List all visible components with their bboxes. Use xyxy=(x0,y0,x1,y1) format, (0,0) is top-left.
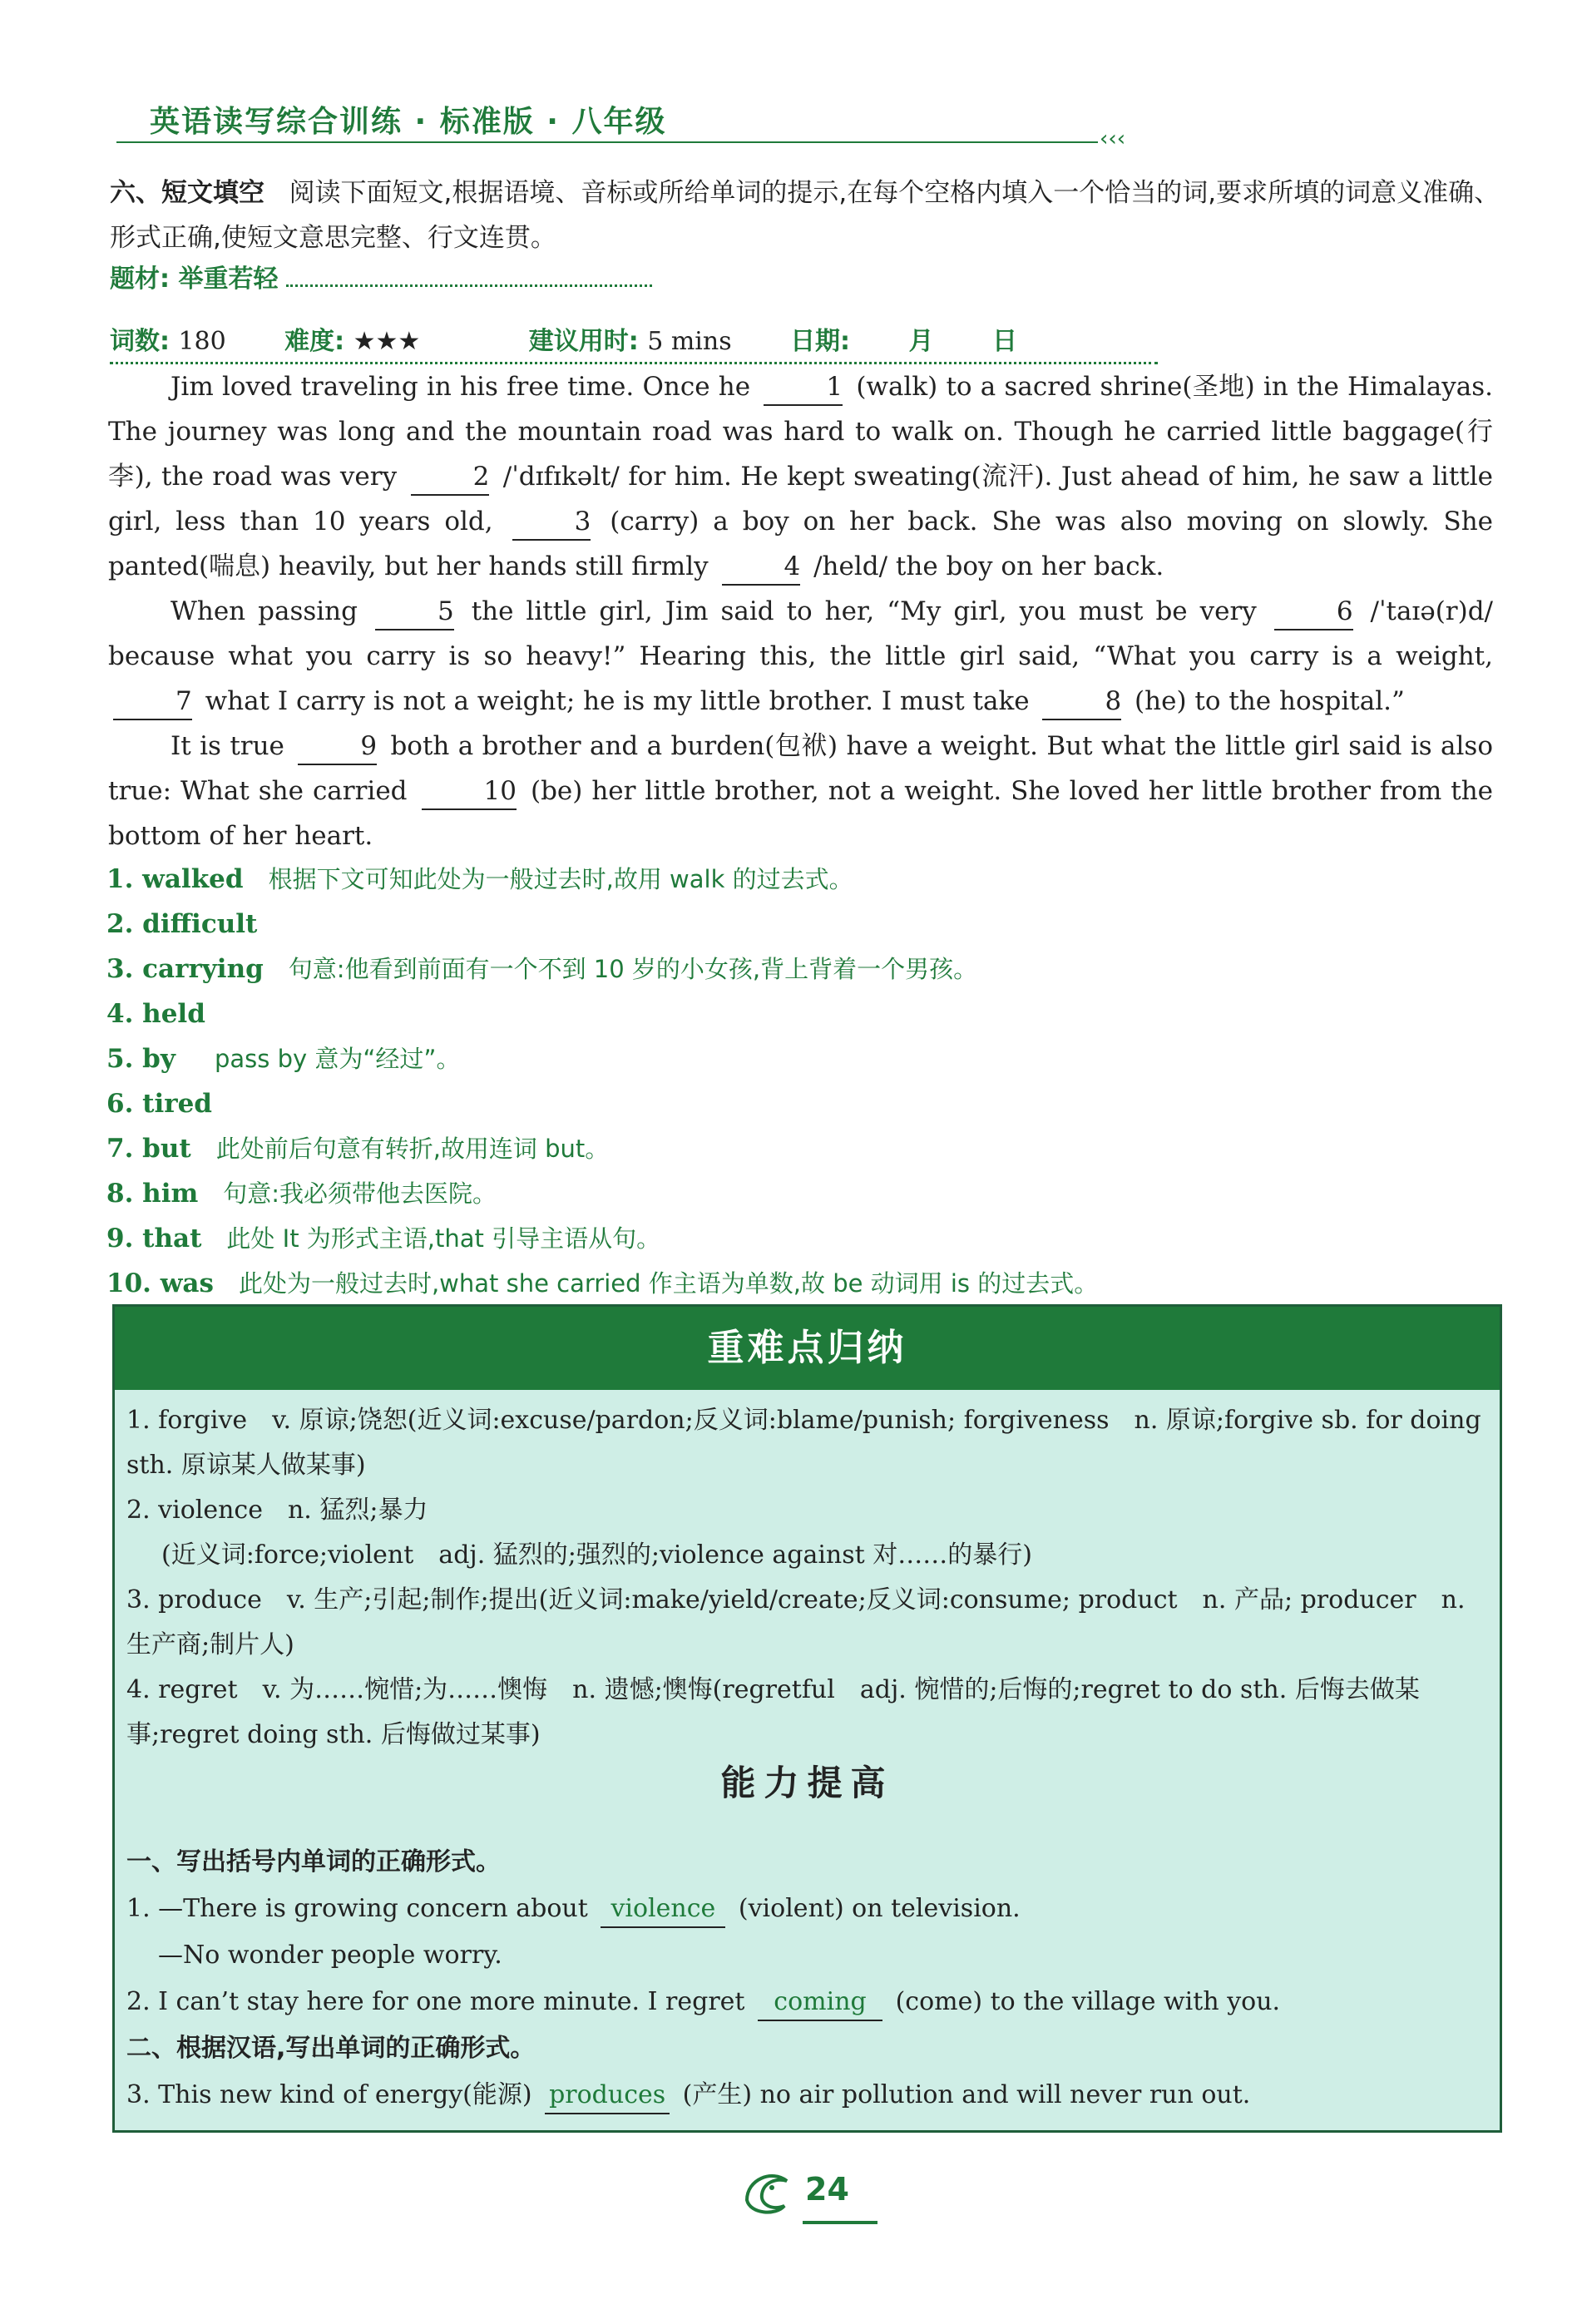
answer-key: 8. him xyxy=(106,1179,199,1209)
key-point-item: 2. violence n. 猛烈;暴力 xyxy=(126,1496,428,1525)
topic-label xyxy=(110,258,652,294)
difficulty-stars: ★★★ xyxy=(353,327,421,356)
text: both a brother and a burden(包袱) have a weight. But what the little girl said is also true: What she carried xyxy=(108,731,1494,806)
answer-list xyxy=(106,857,1520,1306)
topic-text: 题材: 举重若轻 xyxy=(110,265,279,294)
text: (walk) to a sacred shrine(圣地) in the Himalayas. The journey was long and the mountain road was hard to walk on. Though he carried little baggage(行李), the road was very xyxy=(108,372,1494,492)
key-point-item: 4. regret v. 为……惋惜;为……懊悔 n. 遗憾;懊悔(regretful adj. 惋惜的;后悔的;regret to do sth. 后悔去做某事;regret doing sth. 后悔做过某事) xyxy=(126,1675,1420,1749)
text: It is true xyxy=(171,731,284,761)
text: Jim loved traveling in his free time. Once he xyxy=(171,372,751,402)
question-1-reply: —No wonder people worry. xyxy=(158,1941,502,1970)
answer-3: produces xyxy=(545,2078,670,2114)
key-points-box xyxy=(112,1304,1502,2133)
answer-key: 9. that xyxy=(106,1224,202,1253)
key-point-item: (近义词:force;violent adj. 猛烈的;强烈的;violence against 对……的暴行) xyxy=(161,1540,1032,1570)
dolphin-logo-icon xyxy=(739,2163,797,2221)
month-label: 月 xyxy=(908,327,934,356)
text: the little girl, Jim said to her, “My girl, you must be very xyxy=(471,596,1257,626)
meta-bar xyxy=(110,320,1158,364)
question-1 xyxy=(126,1886,1486,1932)
blank-8: 8 xyxy=(1042,684,1121,720)
answer-item xyxy=(106,991,1520,1036)
paragraph-2 xyxy=(108,589,1493,724)
date-label: 日期: xyxy=(790,327,851,356)
section-instruction: 阅读下面短文,根据语境、音标或所给单词的提示,在每个空格内填入一个恰当的词,要求所填的词意义准确、形式正确,使短文意思完整、行文连贯。 xyxy=(110,178,1500,253)
blank-10: 10 xyxy=(422,774,517,810)
answer-item xyxy=(106,1126,1520,1171)
header-rule xyxy=(116,141,1098,143)
answer-key: 4. held xyxy=(106,999,205,1029)
answer-1: violence xyxy=(601,1891,725,1928)
answer-item xyxy=(106,1216,1520,1261)
key-points-title: 重难点归纳 xyxy=(707,1327,907,1369)
text: what I carry is not a weight; he is my little brother. I must take xyxy=(205,686,1030,716)
answer-explanation: pass by 意为“经过”。 xyxy=(215,1045,461,1073)
answer-explanation: 此处 It 为形式主语,that 引导主语从句。 xyxy=(226,1224,661,1253)
day-label: 日 xyxy=(991,327,1017,356)
answer-key: 2. difficult xyxy=(106,909,258,939)
blank-2: 2 xyxy=(411,459,490,496)
paragraph-1 xyxy=(108,364,1493,589)
text: /ˈdɪfɪkəlt/ for him. He kept sweating(流汗). Just ahead of him, he saw a little girl, less than 10 years old, xyxy=(108,462,1494,536)
blank-3: 3 xyxy=(512,504,591,541)
answer-item xyxy=(106,1081,1520,1126)
answer-item xyxy=(106,947,1520,991)
key-point-item: 3. produce v. 生产;引起;制作;提出(近义词:make/yield/create;反义词:consume; product n. 产品; producer n. 生产商;制片人) xyxy=(126,1585,1466,1659)
blank-5: 5 xyxy=(375,594,454,630)
topic-dots xyxy=(286,284,652,287)
blank-9: 9 xyxy=(298,729,377,765)
words-label: 词数: xyxy=(110,327,170,356)
text: (violent) on television. xyxy=(738,1894,1021,1923)
blank-4: 4 xyxy=(722,549,801,586)
time-label: 建议用时: xyxy=(528,327,639,356)
running-header: 英语读写综合训练 · 标准版 · 八年级 xyxy=(150,105,667,139)
text: (come) to the village with you. xyxy=(895,1987,1281,2016)
text: (产生) no air pollution and will never run out. xyxy=(682,2080,1251,2109)
text: /ˈtaɪə(r)d/ because what you carry is so heavy!” Hearing this, the little girl said, “What you carry is a weight, xyxy=(108,596,1493,671)
answer-item xyxy=(106,902,1520,947)
answer-explanation: 句意:他看到前面有一个不到 10 岁的小女孩,背上背着一个男孩。 xyxy=(288,955,978,983)
answer-explanation: 此处为一般过去时,what she carried 作主语为单数,故 be 动词用 is 的过去式。 xyxy=(238,1269,1099,1298)
question-3 xyxy=(126,2072,1486,2119)
answer-key: 1. walked xyxy=(106,864,244,894)
header-arrows-icon: ‹‹‹ xyxy=(1100,126,1126,151)
text: 1. —There is growing concern about xyxy=(126,1894,588,1923)
text: 2. I can’t stay here for one more minute. I regret xyxy=(126,1987,745,2016)
text: (he) to the hospital.” xyxy=(1135,686,1405,716)
answer-key: 7. but xyxy=(106,1134,191,1164)
text: (carry) a boy on her back. She was also moving on slowly. She panted(喘息) heavily, but her hands still firmly xyxy=(108,507,1494,581)
words-value: 180 xyxy=(178,327,226,356)
key-point-item: 1. forgive v. 原谅;饶恕(近义词:excuse/pardon;反义词:blame/punish; forgiveness n. 原谅;forgive sb. for doing sth. 原谅某人做某事) xyxy=(126,1406,1481,1480)
answer-explanation: 根据下文可知此处为一般过去时,故用 walk 的过去式。 xyxy=(268,865,853,893)
answer-explanation: 此处前后句意有转折,故用连词 but。 xyxy=(215,1135,610,1163)
ability-title: 能力提高 xyxy=(720,1763,894,1803)
blank-7: 7 xyxy=(113,684,192,720)
blank-1: 1 xyxy=(764,369,843,406)
page-number-underline xyxy=(803,2221,877,2224)
answer-key: 6. tired xyxy=(106,1089,212,1119)
answer-2: coming xyxy=(758,1985,882,2021)
answer-key: 10. was xyxy=(106,1268,214,1298)
question-2 xyxy=(126,1979,1486,2025)
text: When passing xyxy=(171,596,358,626)
paragraph-3 xyxy=(108,724,1493,858)
exercise-part-2: 二、根据汉语,写出单词的正确形式。 xyxy=(126,2034,536,2063)
page-number: 24 xyxy=(805,2171,849,2208)
answer-item xyxy=(106,1036,1520,1081)
key-points-header xyxy=(115,1307,1500,1390)
difficulty-label: 难度: xyxy=(284,327,345,356)
text: (be) her little brother, not a weight. She loved her little brother from the bottom of her heart. xyxy=(108,776,1494,851)
answer-item xyxy=(106,1171,1520,1216)
text: 3. This new kind of energy(能源) xyxy=(126,2080,532,2109)
time-value: 5 mins xyxy=(647,327,732,356)
blank-6: 6 xyxy=(1274,594,1353,630)
answer-key: 5. by xyxy=(106,1044,175,1074)
section-label: 六、短文填空 xyxy=(110,178,264,208)
cloze-passage xyxy=(108,364,1493,858)
key-points-list xyxy=(126,1398,1486,1758)
answer-item xyxy=(106,1261,1520,1306)
exercise-part-1: 一、写出括号内单词的正确形式。 xyxy=(126,1847,501,1877)
ability-exercises xyxy=(126,1839,1486,2119)
answer-explanation: 句意:我必须带他去医院。 xyxy=(223,1179,497,1208)
text: /held/ the boy on her back. xyxy=(813,551,1164,581)
answer-key: 3. carrying xyxy=(106,954,264,984)
section-title xyxy=(110,171,1507,260)
answer-item xyxy=(106,857,1520,902)
